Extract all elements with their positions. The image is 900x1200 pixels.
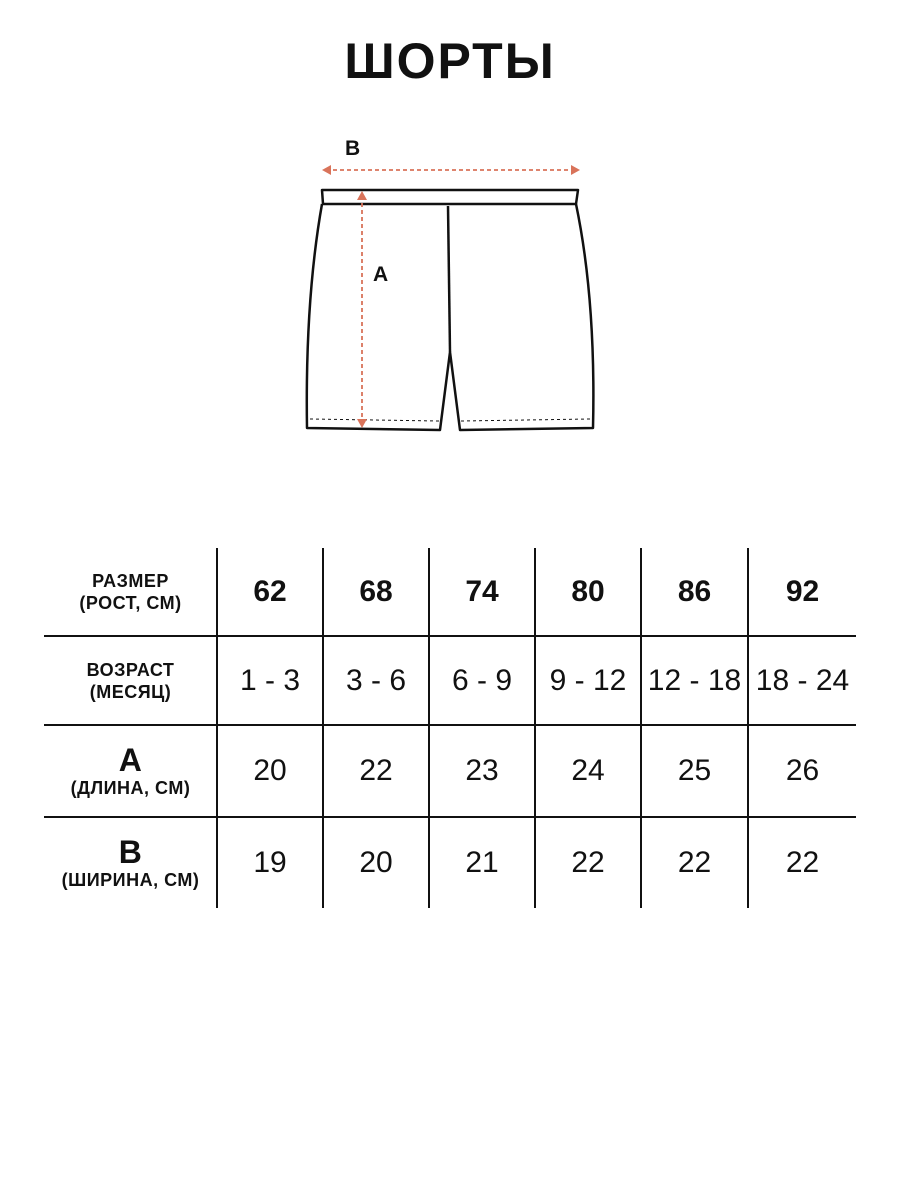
row-header — [44, 818, 217, 908]
length-arrow — [357, 191, 367, 428]
row-header — [44, 726, 217, 816]
table-cell: 22 — [359, 754, 393, 787]
table-cell: 25 — [677, 754, 712, 787]
row-header-sub: (МЕСЯЦ) — [89, 681, 172, 702]
table-row-width — [44, 818, 856, 908]
table-cell: 18 - 24 — [755, 663, 850, 697]
table-cell: 62 — [253, 575, 287, 608]
table-cell: 68 — [359, 575, 393, 608]
row-header-sub: (ШИРИНА, СМ) — [61, 870, 200, 890]
shorts-diagram — [0, 0, 900, 480]
row-header-main: A — [118, 742, 143, 778]
table-row-age — [44, 637, 856, 724]
table-cell: 23 — [465, 754, 499, 787]
table-cell: 20 — [359, 846, 393, 879]
row-header-main: B — [118, 834, 143, 870]
width-arrow — [322, 165, 580, 175]
row-header-main: РАЗМЕР — [92, 571, 169, 591]
table-cell: 3 - 6 — [345, 663, 407, 697]
table-cell: 22 — [571, 846, 605, 879]
table-cell: 22 — [785, 846, 820, 879]
table-cell: 92 — [785, 575, 820, 608]
table-row-length — [44, 726, 856, 816]
hem-stitch — [310, 419, 590, 421]
table-cell: 86 — [677, 575, 712, 608]
row-header — [44, 637, 217, 724]
row-header-sub: (ДЛИНА, СМ) — [70, 778, 191, 798]
table-cell: 22 — [677, 846, 712, 879]
table-cell: 6 - 9 — [451, 663, 513, 697]
table-cell: 12 - 18 — [647, 663, 742, 697]
table-row-size — [44, 548, 856, 636]
row-header-main: ВОЗРАСТ — [86, 659, 175, 680]
length-label: A — [373, 263, 389, 286]
width-label: B — [345, 137, 361, 160]
table-cell: 80 — [571, 575, 605, 608]
table-cell: 24 — [571, 754, 605, 787]
table-cell: 26 — [785, 754, 820, 787]
size-table — [44, 548, 856, 908]
table-cell: 1 - 3 — [239, 663, 301, 697]
row-header-sub: (РОСТ, СМ) — [79, 593, 182, 613]
table-cell: 21 — [465, 846, 499, 879]
shorts-outline — [307, 190, 594, 430]
row-header — [44, 548, 217, 636]
page-title: ШОРТЫ — [344, 33, 556, 89]
table-cell: 19 — [253, 846, 287, 879]
table-cell: 20 — [253, 754, 287, 787]
table-cell: 9 - 12 — [549, 663, 627, 697]
table-cell: 74 — [465, 575, 499, 608]
